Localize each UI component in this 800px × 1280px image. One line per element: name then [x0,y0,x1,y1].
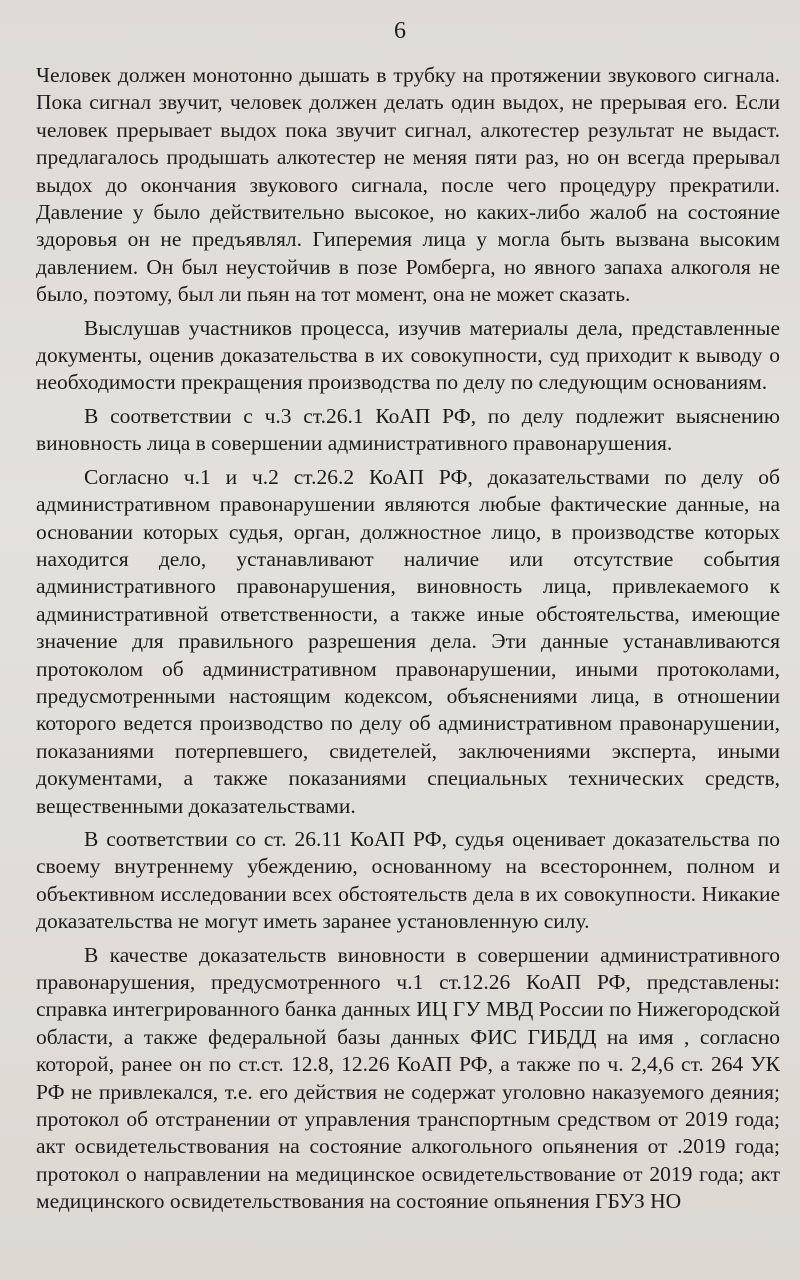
paragraph-testimony: Человек должен монотонно дышать в трубку на протяжении звукового сигнала. Пока сигнал звучит, человек должен делать один выдох, не прерывая его. Если человек прерывает выдох пока звучит сигнал, алкотестер результат не выдаст. предлагалось продышать алкотестер не меняя пяти раз, но он всегда прерывал выдох до окончания звукового сигнала, после чего процедуру прекратили. Давление у было действительно высокое, но каких-либо жалоб на состояние здоровья он не предъявлял. Гиперемия лица у могла быть вызвана высоким давлением. Он был неустойчив в позе Ромберга, но явного запаха алкоголя не было, поэтому, был ли пьян на тот момент, она не может сказать. [36,63,780,307]
document-body [36,62,780,1222]
paragraph-court-conclusion: Выслушав участников процесса, изучив материалы дела, представленные документы, оценив доказательства в их совокупности, суд приходит к выводу о необходимости прекращения производства по делу по следующим основаниям. [36,315,780,395]
paragraph-article-26-11: В соответствии со ст. 26.11 КоАП РФ, судья оценивает доказательства по своему внутреннему убеждению, основанному на всестороннем, полном и объективном исследовании всех обстоятельств дела в их совокупности. Никакие доказательства не могут иметь заранее установленную силу. [36,826,780,934]
page-number: 6 [394,18,406,44]
paragraph-article-26-1: В соответствии с ч.3 ст.26.1 КоАП РФ, по делу подлежит выяснению виновность лица в совершении административного правонарушения. [36,403,780,456]
paragraph-evidence-list: В качестве доказательств виновности в совершении административного правонарушения, предусмотренного ч.1 ст.12.26 КоАП РФ, представлены: справка интегрированного банка данных ИЦ ГУ МВД России по Нижегородской области, а также федеральной базы данных ФИС ГИБДД на имя , согласно которой, ранее он по ст.ст. 12.8, 12.26 КоАП РФ, а также по ч. 2,4,6 ст. 264 УК РФ не привлекался, т.е. его действия не содержат уголовно наказуемого деяния; протокол об отстранении от управления транспортным средством от 2019 года; акт освидетельствования на состояние алкогольного опьянения от .2019 года; протокол о направлении на медицинское освидетельствование от 2019 года; акт медицинского освидетельствования на состояние опьянения ГБУЗ НО [36,942,780,1214]
paragraph-article-26-2: Согласно ч.1 и ч.2 ст.26.2 КоАП РФ, доказательствами по делу об административном правонарушении являются любые фактические данные, на основании которых судья, орган, должностное лицо, в производстве которых находится дело, устанавливают наличие или отсутствие события административного правонарушения, виновность лица, привлекаемого к административной ответственности, а также иные обстоятельства, имеющие значение для правильного разрешения дела. Эти данные устанавливаются протоколом об административном правонарушении, иными протоколами, предусмотренными настоящим кодексом, объяснениями лица, в отношении которого ведется производство по делу об административном правонарушении, показаниями потерпевшего, свидетелей, заключениями эксперта, иными документами, а также показаниями специальных технических средств, вещественными доказательствами. [36,464,780,818]
